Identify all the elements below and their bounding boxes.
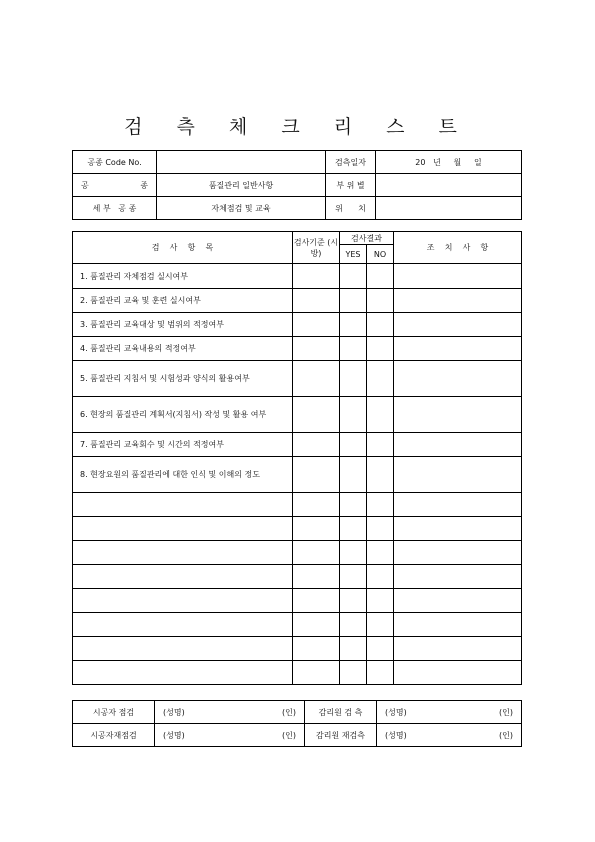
no-cell[interactable] [367,661,394,685]
table-row [73,541,522,565]
standard-cell[interactable] [293,313,340,337]
name-hint: (성명) [385,730,407,740]
check-item: 1. 품질관리 자체점검 실시여부 [73,264,293,289]
no-cell[interactable] [367,589,394,613]
seal-mark: (인) [499,707,513,717]
no-cell[interactable] [367,289,394,313]
header-result: 검사결과 [340,232,394,245]
action-cell[interactable] [394,289,522,313]
table-row [73,457,522,493]
table-row [73,517,522,541]
header-yes: YES [340,245,367,264]
check-item [73,541,293,565]
code-value[interactable] [157,151,326,174]
action-cell[interactable] [394,433,522,457]
signature-field[interactable] [155,724,305,747]
name-hint: (성명) [385,707,407,717]
name-hint: (성명) [163,707,185,717]
check-item: 5. 품질관리 지침서 및 시험성과 양식의 활용여부 [73,361,293,397]
action-cell[interactable] [394,361,522,397]
check-item [73,637,293,661]
signature-field[interactable] [155,701,305,724]
yes-cell[interactable] [340,433,367,457]
table-row [73,565,522,589]
standard-cell[interactable] [293,264,340,289]
no-cell[interactable] [367,613,394,637]
table-row [73,289,522,313]
check-item [73,565,293,589]
standard-cell[interactable] [293,541,340,565]
no-cell[interactable] [367,517,394,541]
yes-cell[interactable] [340,264,367,289]
page-title: 검 측 체 크 리 스 트 [124,116,471,138]
table-row [73,493,522,517]
check-item: 6. 현장의 품질관리 계획서(지침서) 작성 및 활용 여부 [73,397,293,433]
action-cell[interactable] [394,457,522,493]
no-cell[interactable] [367,637,394,661]
signature-field[interactable] [377,724,522,747]
signature-field[interactable] [377,701,522,724]
work-label: 공 종 [73,174,157,197]
yes-cell[interactable] [340,613,367,637]
table-row [73,264,522,289]
no-cell[interactable] [367,541,394,565]
standard-cell[interactable] [293,517,340,541]
table-row [73,397,522,433]
check-item: 3. 품질관리 교육대상 및 범위의 적정여부 [73,313,293,337]
location-label: 위 치 [326,197,376,220]
standard-cell[interactable] [293,661,340,685]
standard-cell[interactable] [293,493,340,517]
yes-cell[interactable] [340,361,367,397]
action-cell[interactable] [394,337,522,361]
table-row [73,313,522,337]
header-no: NO [367,245,394,264]
table-row [73,637,522,661]
action-cell[interactable] [394,661,522,685]
checklist-table [72,231,522,685]
check-item: 7. 품질관리 교육회수 및 시간의 적정여부 [73,433,293,457]
no-cell[interactable] [367,337,394,361]
action-cell[interactable] [394,493,522,517]
signer-role: 감리원 재검측 [305,724,377,747]
yes-cell[interactable] [340,289,367,313]
action-cell[interactable] [394,313,522,337]
action-cell[interactable] [394,541,522,565]
signer-role: 시공자재점검 [73,724,155,747]
code-label: 공종 Code No. [73,151,157,174]
table-row [73,661,522,685]
table-row [73,433,522,457]
check-item: 8. 현장요원의 품질관리에 대한 인식 및 이해의 정도 [73,457,293,493]
action-cell[interactable] [394,565,522,589]
table-row [73,613,522,637]
no-cell[interactable] [367,313,394,337]
standard-cell[interactable] [293,361,340,397]
signature-table [72,700,522,747]
table-row [73,337,522,361]
header-action: 조 치 사 항 [394,232,522,264]
table-row [73,589,522,613]
header-item: 검 사 항 목 [73,232,293,264]
seal-mark: (인) [282,730,296,740]
part-label: 부 위 별 [326,174,376,197]
seal-mark: (인) [282,707,296,717]
detail-value[interactable]: 자체점검 및 교육 [157,197,326,220]
detail-label: 세 부 공 종 [73,197,157,220]
action-cell[interactable] [394,637,522,661]
check-item: 2. 품질관리 교육 및 훈련 실시여부 [73,289,293,313]
no-cell[interactable] [367,433,394,457]
header-standard: 검사기준 (시방) [293,232,340,264]
standard-cell[interactable] [293,289,340,313]
yes-cell[interactable] [340,589,367,613]
action-cell[interactable] [394,264,522,289]
yes-cell[interactable] [340,457,367,493]
part-value[interactable] [376,174,522,197]
yes-cell[interactable] [340,661,367,685]
table-row [73,361,522,397]
yes-cell[interactable] [340,337,367,361]
action-cell[interactable] [394,517,522,541]
check-item [73,493,293,517]
action-cell[interactable] [394,589,522,613]
work-value[interactable]: 품질관리 일반사항 [157,174,326,197]
signer-role: 시공자 점검 [73,701,155,724]
yes-cell[interactable] [340,397,367,433]
seal-mark: (인) [499,730,513,740]
signer-role: 감리원 검 측 [305,701,377,724]
check-item: 4. 품질관리 교육내용의 적정여부 [73,337,293,361]
yes-cell[interactable] [340,637,367,661]
standard-cell[interactable] [293,613,340,637]
action-cell[interactable] [394,613,522,637]
standard-cell[interactable] [293,637,340,661]
standard-cell[interactable] [293,457,340,493]
date-label: 검측일자 [326,151,376,174]
date-value[interactable]: 20 년 월 일 [376,151,522,174]
standard-cell[interactable] [293,433,340,457]
standard-cell[interactable] [293,397,340,433]
standard-cell[interactable] [293,565,340,589]
standard-cell[interactable] [293,589,340,613]
no-cell[interactable] [367,457,394,493]
no-cell[interactable] [367,361,394,397]
yes-cell[interactable] [340,541,367,565]
location-value[interactable] [376,197,522,220]
yes-cell[interactable] [340,493,367,517]
no-cell[interactable] [367,264,394,289]
yes-cell[interactable] [340,517,367,541]
check-item [73,589,293,613]
no-cell[interactable] [367,397,394,433]
check-item [73,661,293,685]
no-cell[interactable] [367,565,394,589]
yes-cell[interactable] [340,565,367,589]
no-cell[interactable] [367,493,394,517]
check-item [73,517,293,541]
check-item [73,613,293,637]
standard-cell[interactable] [293,337,340,361]
action-cell[interactable] [394,397,522,433]
name-hint: (성명) [163,730,185,740]
yes-cell[interactable] [340,313,367,337]
info-table [72,150,522,220]
